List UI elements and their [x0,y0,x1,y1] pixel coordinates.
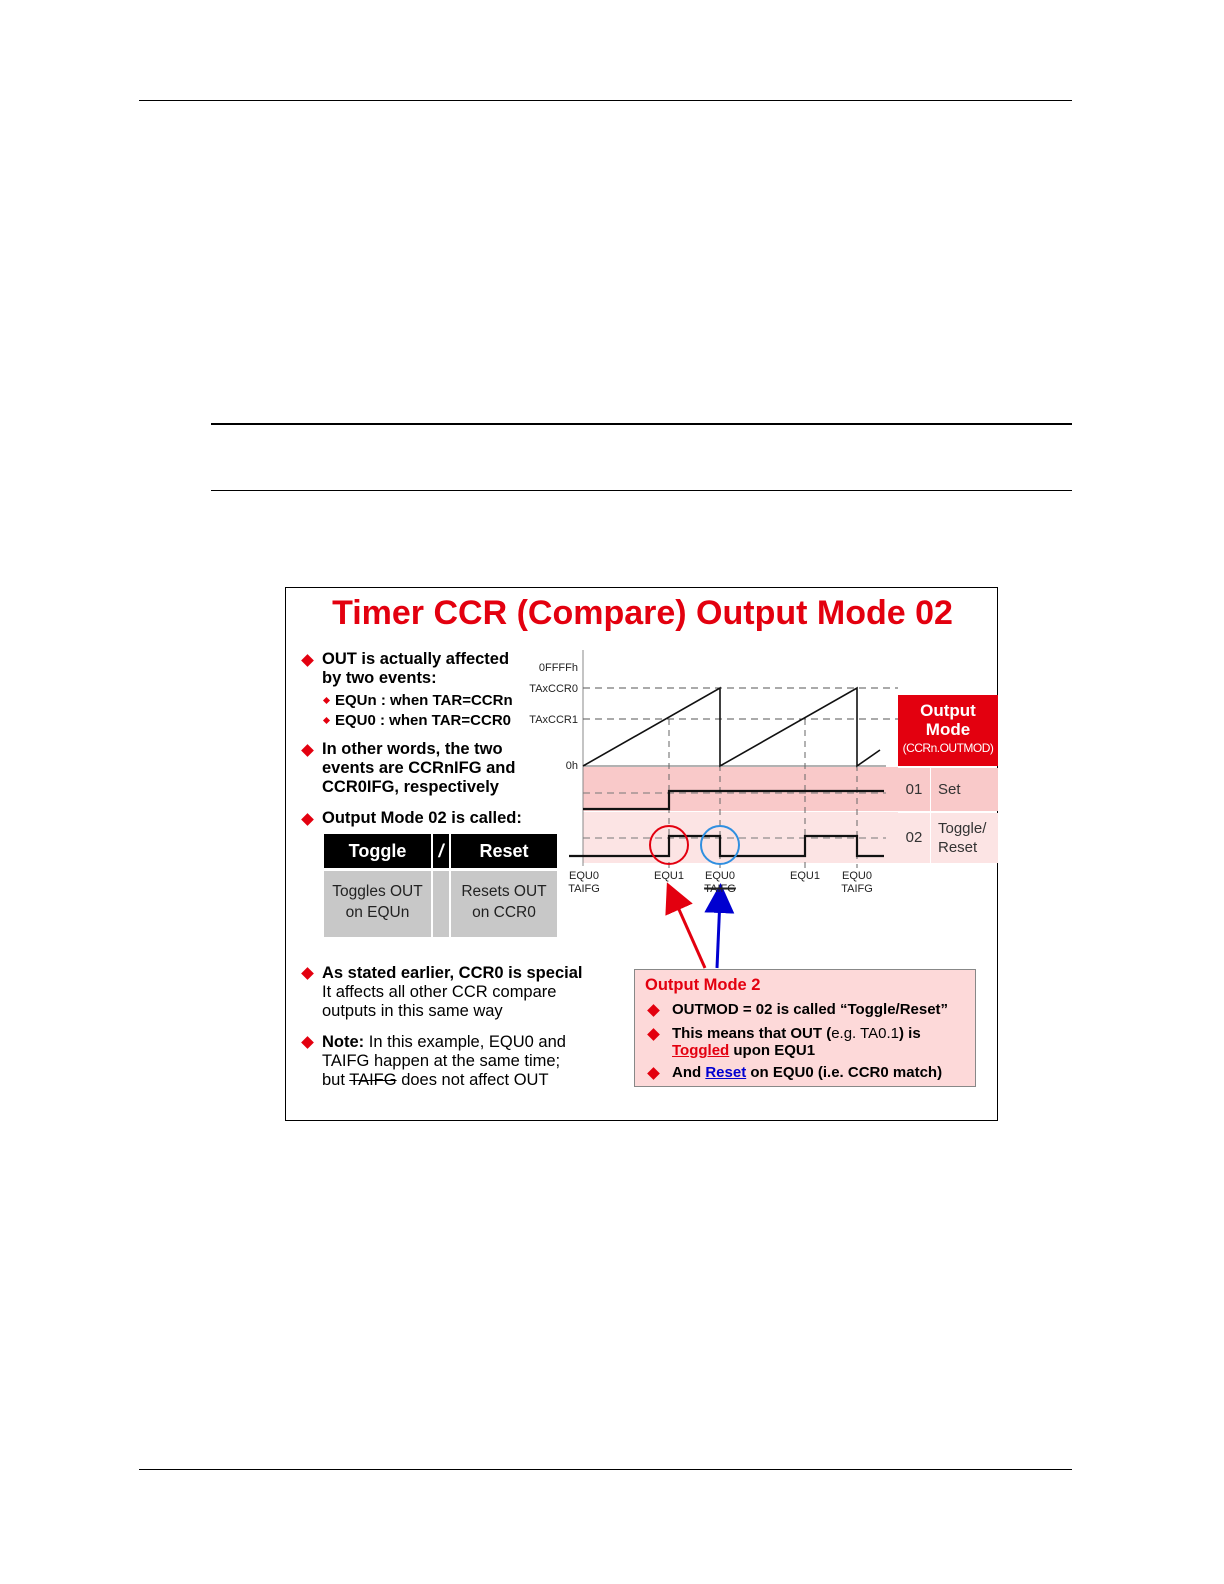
red-arrow [673,896,705,968]
bullet-diamond-icon [647,1067,660,1080]
x-event-label: EQU0 [705,870,735,882]
bullet-1-line-1: OUT is actually affected [322,650,510,668]
note-text: In this example, EQU0 and [368,1033,566,1051]
callout-item-2-pre: This means that OUT ( [672,1025,832,1042]
mode-row-toggle-reset [898,813,998,863]
legend-title-line-1: Output [920,701,976,720]
callout-title: Output Mode 2 [645,976,761,994]
reset-cell-line-1: Resets OUT [461,883,547,900]
mode-name-line-2: Reset [938,839,978,856]
toggle-header: Toggle [324,834,431,868]
y-tick-label: TAxCCR1 [529,714,578,726]
callout-item-2-tail: upon EQU1 [733,1042,816,1059]
callout-item-1-bold: 02 is called “Toggle/Reset” [755,1001,949,1018]
callout-item-2-post: ) is [899,1025,921,1042]
section-rule-top [211,423,1072,425]
bullet-diamond-icon [647,1004,660,1017]
mode-name-line-1: Toggle/ [938,820,987,837]
toggled-link[interactable]: Toggled [672,1042,730,1059]
callout-item-3 [672,1063,942,1082]
callout-item-2-eg: e.g. TA0.1 [831,1025,900,1042]
section-rule-bottom [211,490,1072,491]
toggle-cell-line-2: on EQUn [345,904,410,921]
callout-item-2-line-2 [672,1041,815,1060]
mode-code: 02 [898,813,931,863]
mode-name: Set [938,781,961,798]
y-tick-label: TAxCCR0 [529,683,578,695]
legend-subtitle: (CCRn.OUTMOD) [902,741,994,755]
x-event-label: EQU1 [654,870,684,882]
reset-link[interactable]: Reset [705,1064,747,1081]
x-event-label: TAIFG [841,883,873,895]
blue-arrow [717,898,720,968]
slide-title: Timer CCR (Compare) Output Mode 02 [332,594,953,632]
x-event-label: EQU0 [842,870,872,882]
counter-sawtooth [583,688,880,766]
reset-cell-line-2: on CCR0 [472,904,536,921]
callout-item-1 [672,1000,948,1019]
callout-item-3-pre: And [672,1064,702,1081]
mode-code: 01 [898,768,931,811]
legend-title-line-2: Mode [925,720,971,739]
note-line3-post: does not affect OUT [401,1071,549,1089]
bullet-diamond-icon [647,1028,660,1041]
set-band [583,767,898,811]
bullet-4-line-1: As stated earlier, CCR0 is special [322,964,583,982]
note-line3-strike: TAIFG [349,1071,397,1089]
note-label: Note: [322,1033,365,1051]
bullet-4-line-2: It affects all other CCR compare [322,983,557,1001]
x-event-label: EQU0 [569,870,599,882]
bullet-3: Output Mode 02 is called: [322,809,522,827]
y-tick-label: 0h [565,760,578,772]
x-event-label-strike: TAIFG [704,883,736,895]
bullet-2-line-1: In other words, the two [322,740,503,758]
output-mode-legend-header [898,695,998,766]
callout-item-1-pre: OUTMOD = [672,1001,756,1018]
x-event-label: EQU1 [790,870,820,882]
bullet-1-line-2: by two events: [322,669,437,687]
x-event-label: TAIFG [568,883,600,895]
bullet-4-line-3: outputs in this same way [322,1002,503,1020]
y-tick-label: 0FFFFh [538,662,578,674]
separator-header: / [433,834,449,868]
bullet-5-line-2: TAIFG happen at the same time; [322,1052,561,1070]
output-mode-callout [634,969,976,1087]
footer-rule [139,1469,1072,1470]
header-rule [139,100,1072,101]
bullet-2-line-2: events are CCRnIFG and [322,759,516,777]
callout-item-3-tail: on EQU0 (i.e. CCR0 match) [750,1064,943,1081]
toggle-cell-line-1: Toggles OUT [332,883,423,900]
sub-bullet-1: EQUn : when TAR=CCRn [335,692,513,709]
note-line3-pre: but [322,1071,345,1089]
sub-bullet-2: EQU0 : when TAR=CCR0 [335,712,511,729]
slide [285,587,998,1121]
reset-header: Reset [451,834,557,868]
mode-row-set [898,768,998,811]
bullet-2-line-3: CCR0IFG, respectively [322,778,499,796]
